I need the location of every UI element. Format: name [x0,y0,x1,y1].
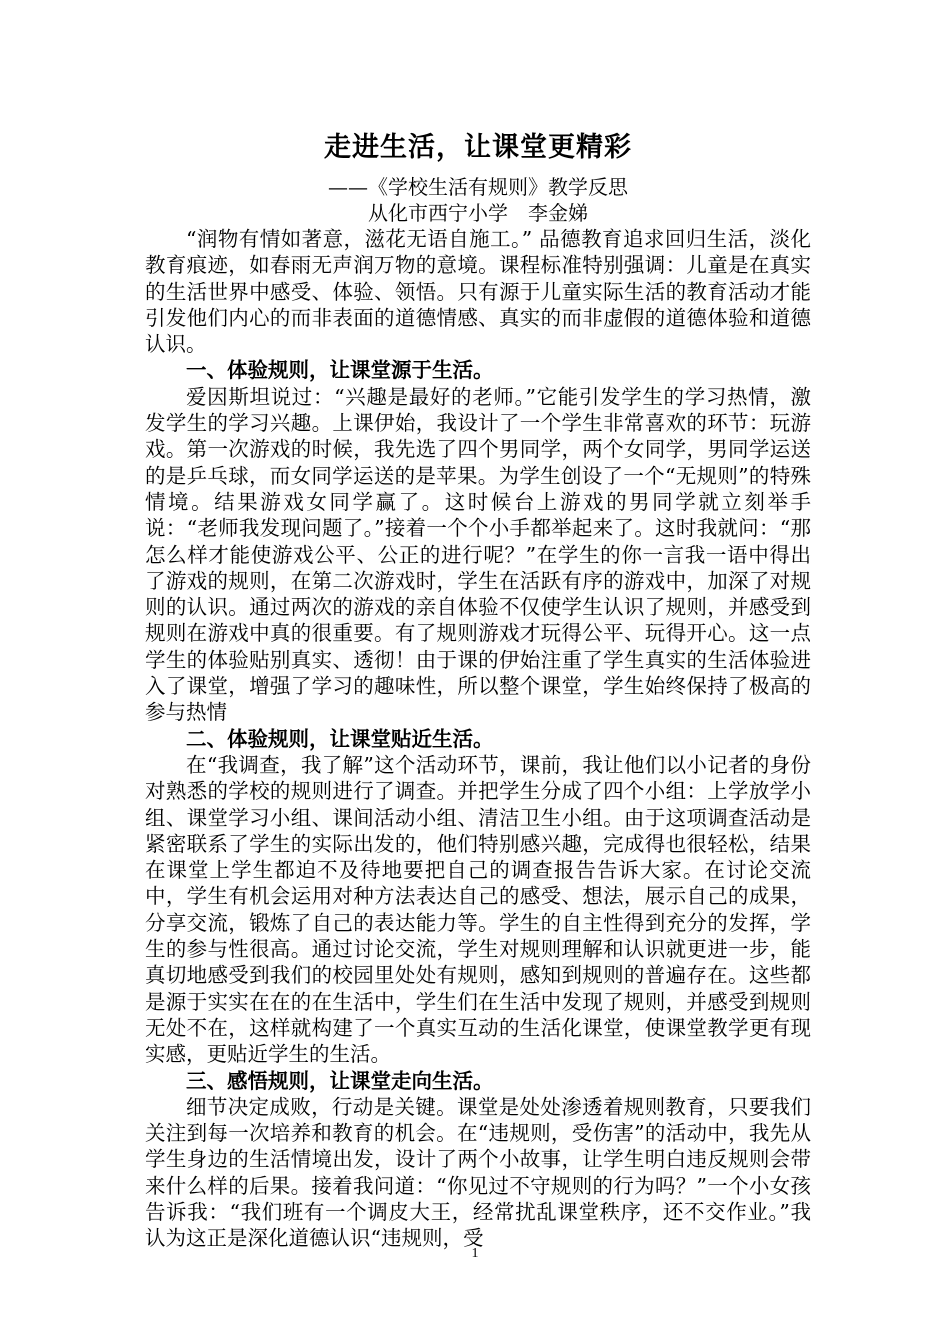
section-heading-1: 一、体验规则，让课堂源于生活。 [186,358,494,383]
section-body-3: 细节决定成败，行动是关键。课堂是处处渗透着规则教育，只要我们关注到每一次培养和教育的机会。在“违规则，受伤害”的活动中，我先从学生身边的生活情境出发，设计了两个小故事，让学生明白违反规则会带来什么样的后果。接着我问道：“你见过不守规则的行为吗？”一个小女孩告诉我：“我们班有一个调皮大王，经常扰乱课堂秩序，还不交作业。”我认为这正是深化道德认识“违规则，受 [145,1094,811,1251]
section-body-1: 爱因斯坦说过：“兴趣是最好的老师。”它能引发学生的学习热情，激发学生的学习兴趣。上课伊始，我设计了一个学生非常喜欢的环节：玩游戏。第一次游戏的时候，我先选了四个男同学，两个女同学，男同学运送的是乒乓球，而女同学运送的是苹果。为学生创设了一个“无规则”的特殊情境。结果游戏女同学赢了。这时候台上游戏的男同学就立刻举手说：“老师我发现问题了。”接着一个个小手都举起来了。这时我就问：“那怎么样才能使游戏公平、公正的进行呢？”在学生的你一言我一语中得出了游戏的规则，在第二次游戏时，学生在活跃有序的游戏中，加深了对规则的认识。通过两次的游戏的亲自体验不仅使学生认识了规则，并感受到规则在游戏中真的很重要。有了规则游戏才玩得公平、玩得开心。这一点学生的体验贴别真实、透彻！由于课的伊始注重了学生真实的生活体验进入了课堂，增强了学习的趣味性，所以整个课堂，学生始终保持了极高的参与热情 [145,384,811,725]
page-number: 1 [471,1246,479,1261]
section-body-2: 在“我调查，我了解”这个活动环节，课前，我让他们以小记者的身份对熟悉的学校的规则进行了调查。并把学生分成了四个小组：上学放学小组、课堂学习小组、课间活动小组、清洁卫生小组。由于这项调查活动是紧密联系了学生的实际出发的，他们特别感兴趣，完成得也很轻松，结果在课堂上学生都迫不及待地要把自己的调查报告告诉大家。在讨论交流中，学生有机会运用对种方法表达自己的感受、想法，展示自己的成果，分享交流，锻炼了自己的表达能力等。学生的自主性得到充分的发挥，学生的参与性很高。通过讨论交流，学生对规则理解和认识就更进一步，能真切地感受到我们的校园里处处有规则，感知到规则的普遍存在。这些都是源于实实在在的在生活中，学生们在生活中发现了规则，并感受到规则无处不在，这样就构建了一个真实互动的生活化课堂，使课堂教学更有现实感，更贴近学生的生活。 [145,752,811,1067]
document-title: 走进生活，让课堂更精彩 [324,132,632,163]
document-body [145,128,811,1252]
section-heading-2: 二、体验规则，让课堂贴近生活。 [186,726,494,751]
section-heading-3: 三、感悟规则，让课堂走向生活。 [186,1068,494,1093]
intro-paragraph: “润物有情如著意，滋花无语自施工。” 品德教育追求回归生活，淡化教育痕迹，如春雨无声润万物的意境。课程标准特别强调：儿童是在真实的生活世界中感受、体验、领悟。只有源于儿童实际生活的教育活动才能引发他们内心的而非表面的道德情感、真实的而非虚假的道德体验和道德认识。 [145,227,811,357]
document-subtitle: ——《学校生活有规则》教学反思 [328,175,628,199]
document-author: 从化市西宁小学 李金娣 [368,201,588,225]
